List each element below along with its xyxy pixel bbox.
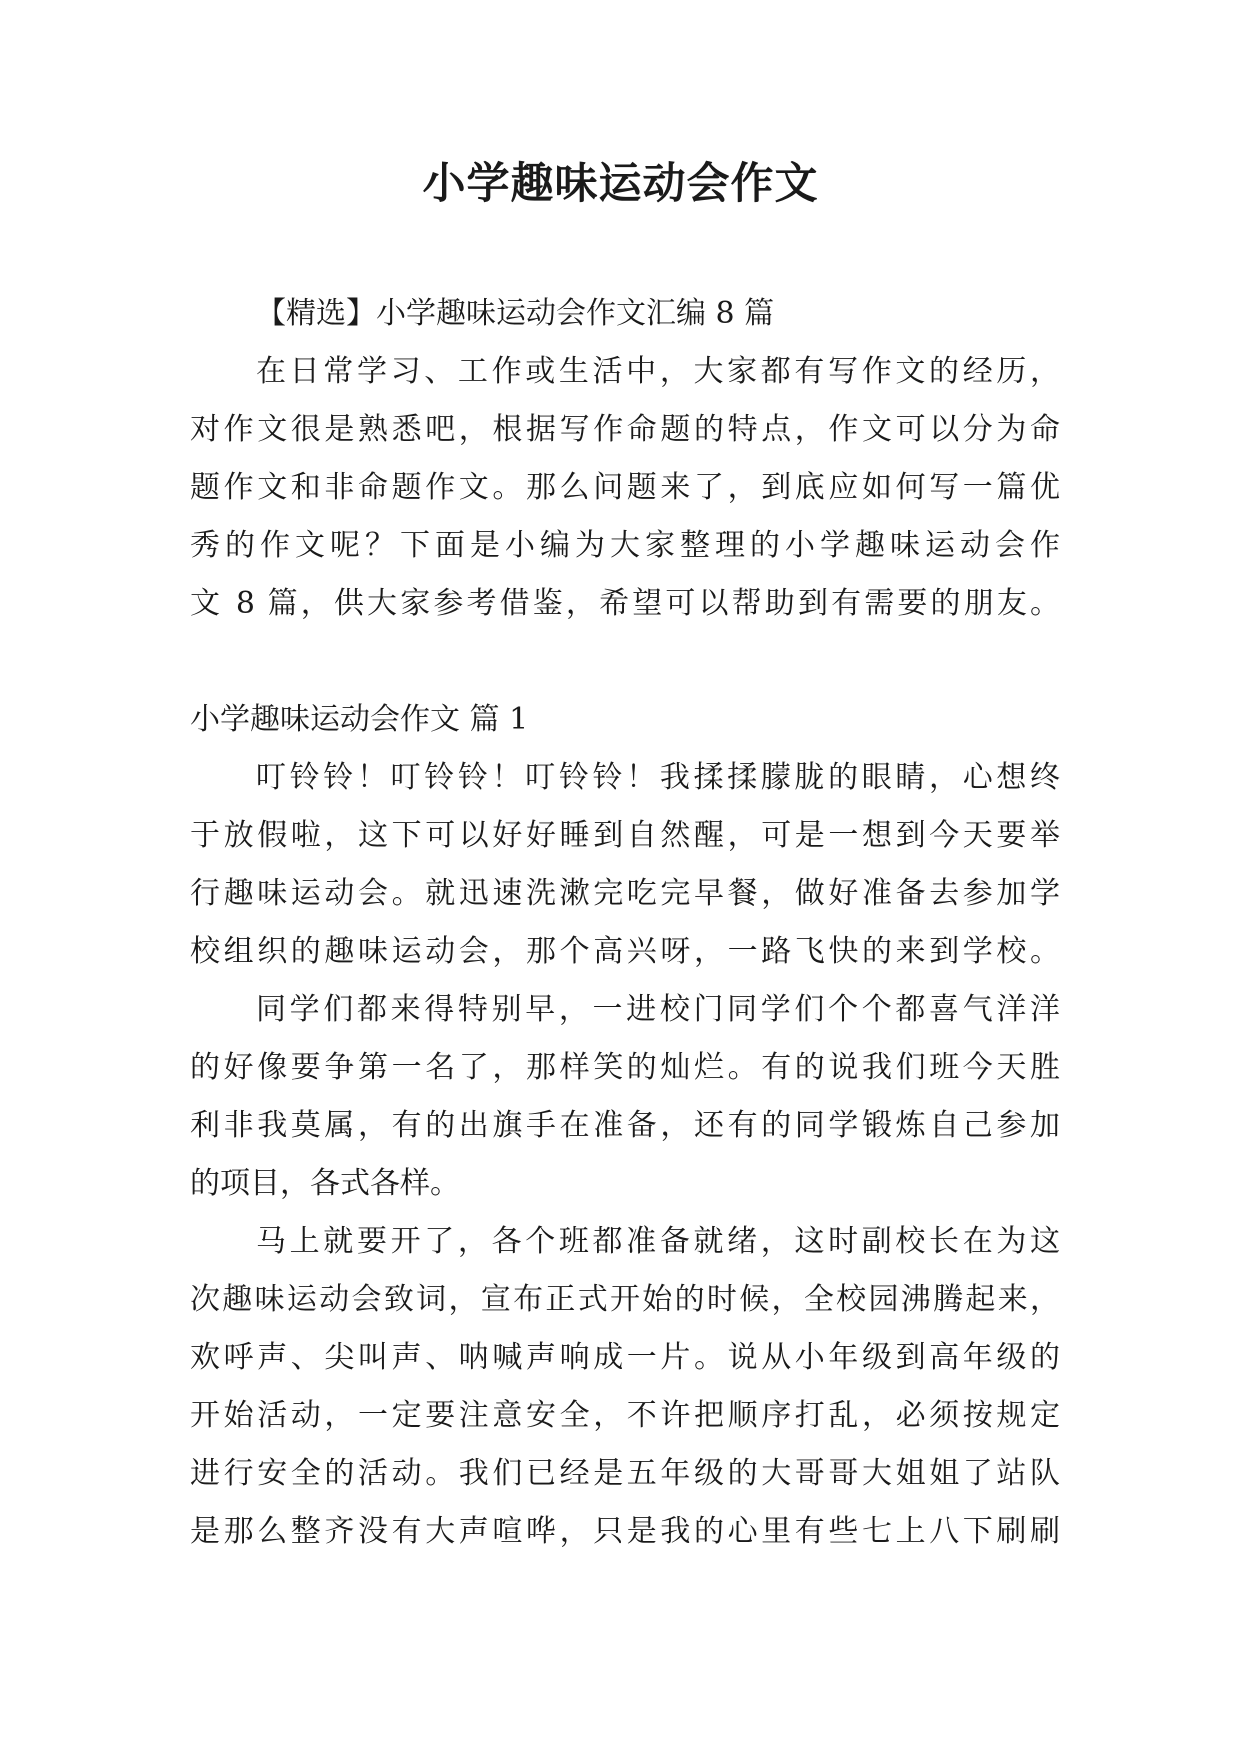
paragraph-line: 次趣味运动会致词，宣布正式开始的时候，全校园沸腾起来， [190, 1282, 1060, 1317]
section-gap [190, 633, 1060, 691]
paragraph-3 [190, 1213, 1060, 1561]
paragraph-2 [190, 981, 1060, 1213]
document-title: 小学趣味运动会作文 [422, 159, 819, 209]
paragraph-line: 同学们都来得特别早，一进校门同学们个个都喜气洋洋 [256, 992, 1060, 1027]
paragraph-line: 行趣味运动会。就迅速洗漱完吃完早餐，做好准备去参加学 [190, 876, 1060, 911]
intro-line: 文 8 篇，供大家参考借鉴，希望可以帮助到有需要的朋友。 [190, 586, 1060, 621]
paragraph-line: 欢呼声、尖叫声、呐喊声响成一片。说从小年级到高年级的 [190, 1340, 1060, 1375]
intro-paragraph [190, 343, 1060, 633]
document-subtitle: 【精选】小学趣味运动会作文汇编 8 篇 [256, 296, 775, 331]
paragraph-1 [190, 749, 1060, 981]
paragraph-line: 进行安全的活动。我们已经是五年级的大哥哥大姐姐了站队 [190, 1456, 1060, 1491]
paragraph-line: 校组织的趣味运动会，那个高兴呀，一路飞快的来到学校。 [190, 934, 1060, 969]
paragraph-line: 是那么整齐没有大声喧哗，只是我的心里有些七上八下刷刷 [190, 1514, 1060, 1549]
paragraph-line: 的项目，各式各样。 [190, 1166, 460, 1201]
paragraph-line: 利非我莫属，有的出旗手在准备，还有的同学锻炼自己参加 [190, 1108, 1060, 1143]
intro-line: 秀的作文呢？下面是小编为大家整理的小学趣味运动会作 [190, 528, 1060, 563]
paragraph-line: 叮铃铃！叮铃铃！叮铃铃！我揉揉朦胧的眼睛，心想终 [256, 760, 1060, 795]
paragraph-line: 马上就要开了，各个班都准备就绪，这时副校长在为这 [256, 1224, 1060, 1259]
intro-line: 在日常学习、工作或生活中，大家都有写作文的经历， [256, 354, 1060, 389]
intro-line: 题作文和非命题作文。那么问题来了，到底应如何写一篇优 [190, 470, 1060, 505]
intro-line: 对作文很是熟悉吧，根据写作命题的特点，作文可以分为命 [190, 412, 1060, 447]
document-body [190, 285, 1060, 1561]
paragraph-line: 开始活动，一定要注意安全，不许把顺序打乱，必须按规定 [190, 1398, 1060, 1433]
paragraph-line: 于放假啦，这下可以好好睡到自然醒，可是一想到今天要举 [190, 818, 1060, 853]
section-heading: 小学趣味运动会作文 篇 1 [190, 702, 529, 737]
paragraph-line: 的好像要争第一名了，那样笑的灿烂。有的说我们班今天胜 [190, 1050, 1060, 1085]
